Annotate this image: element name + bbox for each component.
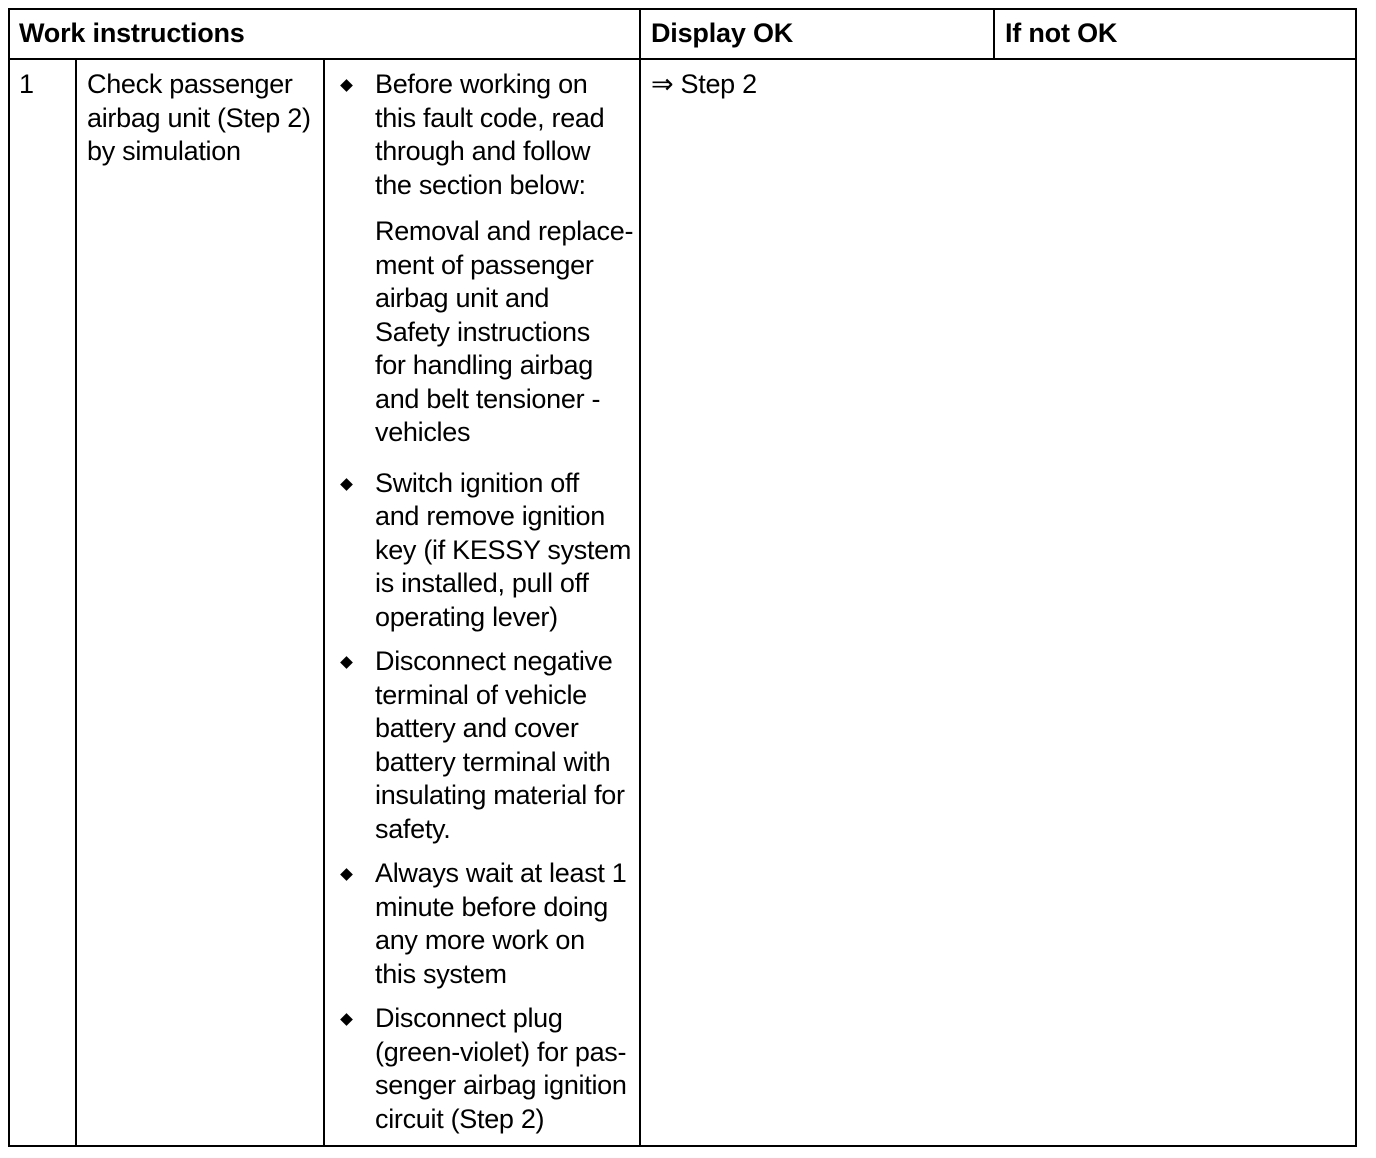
instruction-line: this fault code, read: [375, 102, 605, 133]
instruction-line: Removal and replace-: [375, 216, 634, 246]
instruction-line: Safety instructions: [375, 316, 590, 347]
instruction-line: and belt tensioner -: [375, 383, 601, 414]
step-number: 1: [19, 69, 34, 99]
step-title: [87, 68, 311, 169]
column-divider-if-not-ok: [993, 8, 995, 60]
table-border-left: [8, 8, 10, 1147]
instruction-line: key (if KESSY system: [375, 534, 632, 565]
instruction-line: Disconnect negative: [375, 646, 613, 676]
instruction-line: operating lever): [375, 601, 558, 632]
header-work-instructions: Work instructions: [19, 18, 245, 48]
diamond-bullet-icon: [340, 1013, 353, 1026]
table-border-top: [8, 8, 1357, 10]
instruction-note: [338, 215, 638, 450]
instruction-line: circuit (Step 2): [375, 1103, 545, 1134]
display-ok-step-link: Step 2: [680, 69, 757, 99]
instruction-item: [338, 68, 638, 202]
column-divider-title: [323, 59, 325, 1147]
diamond-bullet-icon: [340, 868, 353, 881]
diamond-bullet-icon: [340, 478, 353, 491]
column-divider-display-ok: [639, 8, 641, 1147]
instruction-line: insulating material for: [375, 780, 625, 810]
instruction-line: airbag unit and: [375, 283, 550, 313]
step-title-line: Check passenger: [87, 69, 293, 99]
instruction-line: minute before doing: [375, 891, 608, 922]
work-instructions-table: [8, 8, 1357, 1147]
instruction-line: through and follow: [375, 136, 591, 166]
instruction-line: safety.: [375, 813, 451, 844]
instruction-item: [338, 857, 638, 991]
instruction-line: any more work on: [375, 925, 585, 955]
instruction-line: vehicles: [375, 417, 471, 447]
instruction-line: Before working on: [375, 69, 588, 99]
instruction-list: [338, 68, 638, 1136]
table-border-right: [1355, 8, 1357, 1147]
diamond-bullet-icon: [340, 656, 353, 669]
instruction-item: [338, 645, 638, 846]
instruction-line: for handling airbag: [375, 350, 593, 380]
instruction-item: [338, 467, 638, 635]
step-title-line: airbag unit (Step 2): [87, 102, 311, 133]
header-if-not-ok: If not OK: [1005, 18, 1118, 48]
instruction-line: Switch ignition off: [375, 467, 579, 498]
table-border-bottom: [8, 1145, 1357, 1147]
instruction-line: ment of passenger: [375, 249, 594, 280]
diamond-bullet-icon: [340, 79, 353, 92]
instruction-line: battery and cover: [375, 713, 579, 743]
instruction-line: and remove ignition: [375, 501, 605, 531]
instruction-line: the section below:: [375, 169, 586, 200]
instruction-item: [338, 1002, 638, 1136]
display-ok-result: [651, 68, 757, 102]
instruction-line: senger airbag ignition: [375, 1070, 627, 1100]
step-title-line: by simulation: [87, 136, 241, 166]
instruction-line: Disconnect plug: [375, 1003, 563, 1033]
implies-arrow-icon: ⇒: [651, 69, 674, 99]
header-display-ok: Display OK: [651, 18, 794, 48]
column-divider-number: [75, 59, 77, 1147]
header-separator: [8, 58, 1357, 60]
instruction-line: battery terminal with: [375, 746, 611, 777]
instruction-line: terminal of vehicle: [375, 679, 587, 710]
instruction-line: is installed, pull off: [375, 568, 589, 598]
instruction-line: (green-violet) for pas-: [375, 1036, 627, 1067]
instruction-line: Always wait at least 1: [375, 858, 627, 888]
instruction-line: this system: [375, 958, 507, 989]
